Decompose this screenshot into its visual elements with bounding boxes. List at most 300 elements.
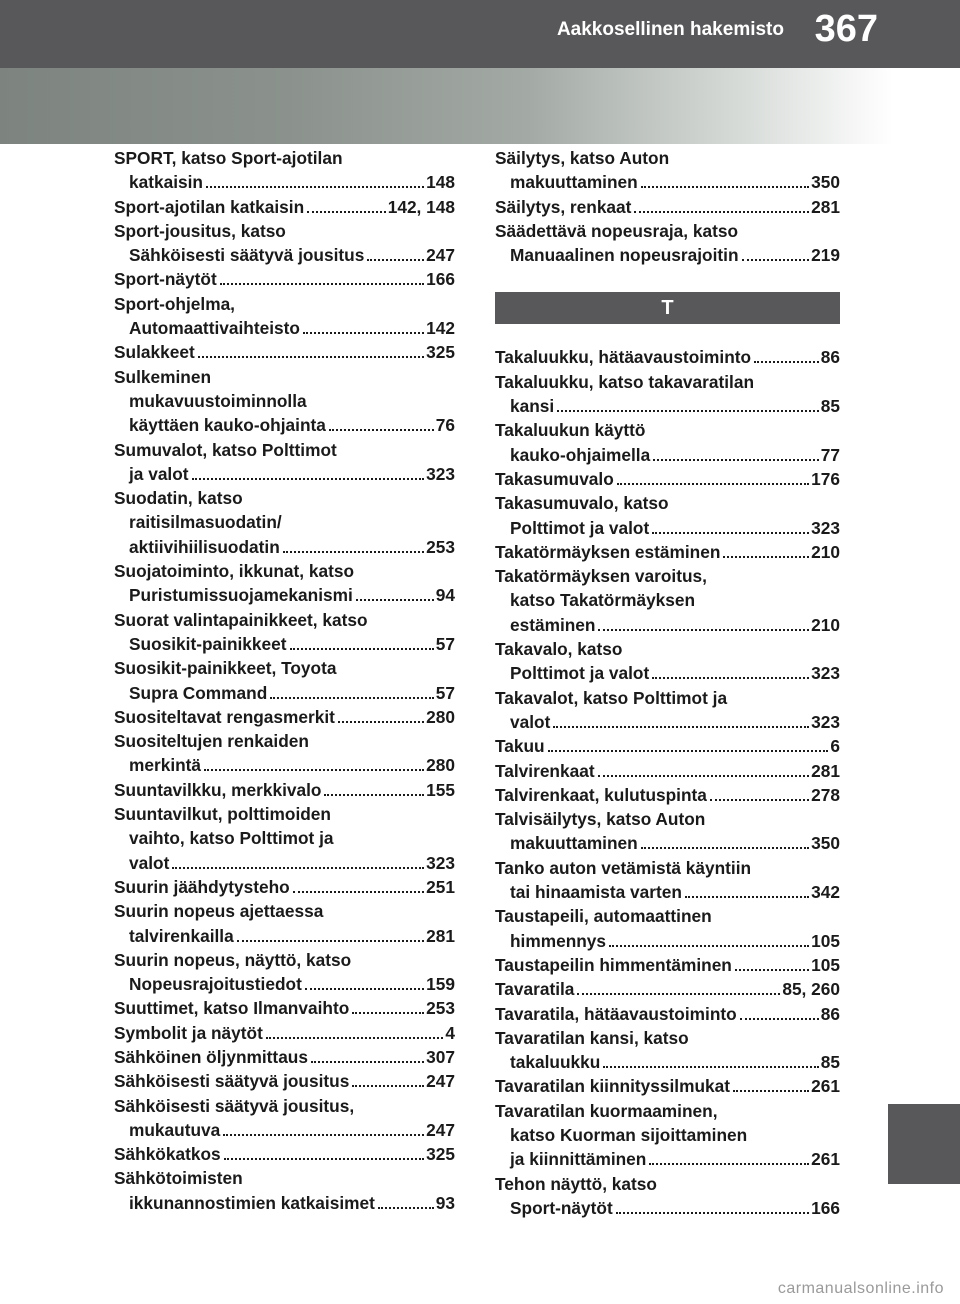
index-entry xyxy=(114,292,455,341)
index-entry-line xyxy=(114,1094,455,1118)
index-entry-page: 57 xyxy=(435,682,455,703)
index-entry-line xyxy=(495,540,840,564)
index-entry xyxy=(495,195,840,219)
dot-leader xyxy=(617,483,809,485)
dot-leader xyxy=(649,1163,809,1165)
dot-leader xyxy=(206,186,424,188)
index-entry-line xyxy=(114,753,455,777)
index-entry-page: 105 xyxy=(811,930,840,951)
index-entry-text: Suurin jäähdytysteho xyxy=(114,876,290,897)
index-entry-text: Takatörmäyksen estäminen xyxy=(495,541,721,562)
index-entry-page: 281 xyxy=(811,196,840,217)
index-entry xyxy=(114,899,455,948)
index-entry-text: Tavaratilan kansi, katso xyxy=(495,1027,689,1048)
index-entry-line xyxy=(495,170,840,194)
index-entry-text: Suorat valintapainikkeet, katso xyxy=(114,609,368,630)
index-entry-line xyxy=(114,195,455,219)
index-entry-line xyxy=(495,418,840,442)
index-entry-text: Suuttimet, katso Ilmanvaihto xyxy=(114,998,350,1019)
index-entry-line xyxy=(114,875,455,899)
index-entry-line xyxy=(114,1191,455,1215)
dot-leader xyxy=(283,551,424,553)
index-entry-line xyxy=(114,1166,455,1190)
index-entry-page: 261 xyxy=(811,1149,840,1170)
index-entry-text: Polttimot ja valot xyxy=(510,663,650,684)
index-entry-line xyxy=(114,413,455,437)
index-entry-text: Säilytys, renkaat xyxy=(495,196,632,217)
index-entry-page: 76 xyxy=(435,415,455,436)
index-entry-page: 159 xyxy=(426,974,455,995)
index-entry-line xyxy=(495,613,840,637)
index-entry-text: Sport-näytöt xyxy=(510,1197,613,1218)
dot-leader xyxy=(224,1158,425,1160)
index-entry xyxy=(495,783,840,807)
dot-leader xyxy=(311,1061,424,1063)
index-entry-page: 350 xyxy=(811,833,840,854)
index-entry-line xyxy=(495,734,840,758)
index-entry-line xyxy=(495,1147,840,1171)
index-entry xyxy=(495,370,840,419)
index-entry-text: Taustapeilin himmentäminen xyxy=(495,954,732,975)
index-entry-text: valot xyxy=(510,711,551,732)
index-entry xyxy=(495,467,840,491)
index-entry-text: Sähköinen öljynmittaus xyxy=(114,1046,308,1067)
index-entry xyxy=(495,345,840,369)
index-entry xyxy=(495,856,840,905)
index-entry-page: 86 xyxy=(820,1003,840,1024)
index-entry-text: katso Kuorman sijoittaminen xyxy=(510,1124,748,1145)
index-entry-line xyxy=(495,370,840,394)
index-entry-page: 85 xyxy=(820,1052,840,1073)
index-entry-text: Taustapeili, automaattinen xyxy=(495,906,712,927)
chapter-tab xyxy=(888,1104,960,1184)
index-entry-text: Takaluukku, katso takavaratilan xyxy=(495,371,755,392)
index-entry-page: 155 xyxy=(426,779,455,800)
index-entry xyxy=(114,608,455,657)
index-entry-text: kansi xyxy=(510,396,555,417)
index-entry xyxy=(495,759,840,783)
index-entry-line xyxy=(114,1021,455,1045)
index-entry-text: Tavaratila, hätäavaustoiminto xyxy=(495,1003,737,1024)
index-entry-page: 261 xyxy=(811,1076,840,1097)
index-entry-line xyxy=(495,345,840,369)
dot-leader xyxy=(324,794,424,796)
index-entry xyxy=(114,340,455,364)
dot-leader xyxy=(641,847,809,849)
index-entry-page: 105 xyxy=(811,954,840,975)
index-entry-line xyxy=(114,559,455,583)
dot-leader xyxy=(641,186,809,188)
index-entry xyxy=(114,729,455,778)
index-entry xyxy=(495,637,840,686)
index-entry-line xyxy=(114,705,455,729)
index-entry xyxy=(495,1002,840,1026)
index-entry-text: Suosikit-painikkeet, Toyota xyxy=(114,658,337,679)
index-entry-text: Sport-ohjelma, xyxy=(114,293,235,314)
index-entry-line xyxy=(495,467,840,491)
index-entry-page: 77 xyxy=(820,444,840,465)
index-entry-text: Talvirenkaat, kulutuspinta xyxy=(495,784,707,805)
dot-leader xyxy=(352,1012,424,1014)
index-entry xyxy=(114,705,455,729)
index-entry-text: Sumuvalot, katso Polttimot xyxy=(114,439,337,460)
index-entry-text: katkaisin xyxy=(129,172,203,193)
index-entry xyxy=(495,146,840,195)
index-entry-line xyxy=(114,462,455,486)
index-entry xyxy=(495,734,840,758)
dot-leader xyxy=(740,1018,819,1020)
index-column-left xyxy=(114,146,455,1215)
dot-leader xyxy=(204,769,424,771)
index-entry-text: Suuntavilkku, merkkivalo xyxy=(114,779,322,800)
index-entry xyxy=(114,1094,455,1143)
index-entry-page: 166 xyxy=(426,269,455,290)
dot-leader xyxy=(352,1085,424,1087)
index-entry-text: Symbolit ja näytöt xyxy=(114,1022,263,1043)
index-entry-text: ja valot xyxy=(129,463,189,484)
index-group-t xyxy=(495,345,840,1220)
index-entry-line xyxy=(495,880,840,904)
dot-leader xyxy=(329,429,434,431)
index-entry-text: Säilytys, katso Auton xyxy=(495,148,670,168)
index-entry-page: 307 xyxy=(426,1046,455,1067)
index-entry-text: takaluukku xyxy=(510,1052,601,1073)
index-entry-text: Suurin nopeus, näyttö, katso xyxy=(114,949,352,970)
index-entry-page: 350 xyxy=(811,172,840,193)
index-entry-line xyxy=(114,583,455,607)
dot-leader xyxy=(652,532,809,534)
index-entry-page: 210 xyxy=(811,614,840,635)
index-entry-line xyxy=(495,807,840,831)
index-entry-line xyxy=(495,904,840,928)
index-entry-line xyxy=(495,443,840,467)
index-entry-line xyxy=(114,340,455,364)
index-entry-line xyxy=(495,710,840,734)
index-entry-page: 323 xyxy=(811,663,840,684)
dot-leader xyxy=(652,677,809,679)
index-entry-text: makuuttaminen xyxy=(510,172,638,193)
index-entry xyxy=(114,219,455,268)
index-entry-text: Sulkeminen xyxy=(114,366,211,387)
index-entry-line xyxy=(495,1123,840,1147)
index-entry-line xyxy=(495,1172,840,1196)
index-entry xyxy=(495,564,840,637)
index-entry-text: Nopeusrajoitustiedot xyxy=(129,974,302,995)
index-entry-page: 142 xyxy=(426,318,455,339)
index-entry xyxy=(114,996,455,1020)
index-entry xyxy=(114,1021,455,1045)
index-entry-line xyxy=(114,243,455,267)
index-entry-text: Tavaratilan kuormaaminen, xyxy=(495,1100,718,1121)
index-entry-text: Sport-jousitus, katso xyxy=(114,220,286,241)
index-entry-line xyxy=(495,243,840,267)
index-entry-page: 6 xyxy=(830,736,840,757)
header-bar xyxy=(0,0,960,68)
index-entry-line xyxy=(114,996,455,1020)
dot-leader xyxy=(237,940,424,942)
index-entry-text: Manuaalinen nopeusrajoitin xyxy=(510,245,739,266)
index-entry-text: aktiivihiilisuodatin xyxy=(129,536,280,557)
index-entry-text: merkintä xyxy=(129,755,202,776)
index-entry-page: 253 xyxy=(426,536,455,557)
index-entry xyxy=(114,1142,455,1166)
index-entry-text: Säädettävä nopeusraja, katso xyxy=(495,220,739,241)
dot-leader xyxy=(553,726,809,728)
decorative-gradient-band xyxy=(0,68,960,144)
index-entry-text: Talvirenkaat xyxy=(495,760,595,781)
index-entry-line xyxy=(495,1050,840,1074)
index-entry-line xyxy=(495,195,840,219)
dot-leader xyxy=(307,211,386,213)
index-entry-page: 85 xyxy=(820,396,840,417)
index-entry-page: 323 xyxy=(811,711,840,732)
index-entry-text: SPORT, katso Sport-ajotilan xyxy=(114,148,343,168)
index-entry-text: raitisilmasuodatin/ xyxy=(129,512,282,533)
index-entry-text: Sport-näytöt xyxy=(114,269,217,290)
dot-leader xyxy=(293,891,424,893)
index-entry-page: 247 xyxy=(426,1119,455,1140)
dot-leader xyxy=(305,988,424,990)
index-entry-line xyxy=(114,292,455,316)
index-entry-page: 323 xyxy=(426,852,455,873)
index-entry-page: 93 xyxy=(435,1192,455,1213)
index-entry xyxy=(114,559,455,608)
index-entry-text: talvirenkailla xyxy=(129,925,234,946)
index-entry-page: 323 xyxy=(811,517,840,538)
index-entry-page: 251 xyxy=(426,876,455,897)
index-entry-line xyxy=(114,438,455,462)
index-entry-page: 85, 260 xyxy=(782,979,840,1000)
index-column-right xyxy=(495,146,840,1220)
index-entry-line xyxy=(114,1118,455,1142)
index-entry-page: 325 xyxy=(426,1144,455,1165)
index-entry xyxy=(114,195,455,219)
index-entry-line xyxy=(495,759,840,783)
dot-leader xyxy=(742,259,810,261)
dot-leader xyxy=(220,283,424,285)
index-entry xyxy=(114,948,455,997)
index-entry-line xyxy=(114,656,455,680)
dot-leader xyxy=(192,478,425,480)
dot-leader xyxy=(303,332,424,334)
index-entry xyxy=(114,1166,455,1215)
index-group-s-continued xyxy=(495,146,840,267)
index-entry-line xyxy=(114,899,455,923)
index-entry xyxy=(114,778,455,802)
dot-leader xyxy=(378,1207,434,1209)
index-entry-text: Suojatoiminto, ikkunat, katso xyxy=(114,561,355,582)
dot-leader xyxy=(338,721,424,723)
index-entry-text: Takatörmäyksen varoitus, xyxy=(495,566,707,587)
index-entry-line xyxy=(495,661,840,685)
section-header-t: T xyxy=(495,292,840,324)
index-entry-text: Takavalo, katso xyxy=(495,639,623,660)
dot-leader xyxy=(616,1212,809,1214)
index-entry-line xyxy=(114,778,455,802)
index-entry-text: Supra Command xyxy=(129,682,268,703)
index-entry xyxy=(495,1026,840,1075)
index-entry-text: Takuu xyxy=(495,736,545,757)
index-entry-line xyxy=(114,608,455,632)
index-entry-line xyxy=(114,389,455,413)
dot-leader xyxy=(270,697,433,699)
index-entry xyxy=(495,418,840,467)
index-entry-text: Sähkötoimisten xyxy=(114,1168,243,1189)
index-entry-line xyxy=(114,1069,455,1093)
index-entry-text: Tanko auton vetämistä käyntiin xyxy=(495,857,752,878)
index-entry-line xyxy=(495,831,840,855)
index-entry-page: 57 xyxy=(435,633,455,654)
index-entry-line xyxy=(114,535,455,559)
index-entry-line xyxy=(114,1045,455,1069)
index-entry xyxy=(495,219,840,268)
index-entry-text: Suosikit-painikkeet xyxy=(129,633,287,654)
index-entry-text: Talvisäilytys, katso Auton xyxy=(495,809,706,830)
index-entry-text: mukavuustoiminnolla xyxy=(129,390,307,411)
dot-leader xyxy=(172,867,424,869)
dot-leader xyxy=(723,556,809,558)
index-entry-page: 281 xyxy=(811,760,840,781)
index-entry-text: Sähköisesti säätyvä jousitus, xyxy=(114,1095,355,1116)
index-entry xyxy=(114,802,455,875)
index-entry-text: Sähkökatkos xyxy=(114,1144,221,1165)
index-entry-line xyxy=(495,491,840,515)
index-entry xyxy=(495,540,840,564)
index-entry-text: ikkunannostimien katkaisimet xyxy=(129,1192,375,1213)
index-entry-line xyxy=(114,802,455,826)
dot-leader xyxy=(290,648,434,650)
index-entry xyxy=(114,656,455,705)
dot-leader xyxy=(266,1037,444,1039)
index-entry-line xyxy=(114,146,455,170)
index-entry-page: 94 xyxy=(435,585,455,606)
index-entry xyxy=(114,1069,455,1093)
index-entry-line xyxy=(114,316,455,340)
index-entry xyxy=(114,146,455,195)
index-entry xyxy=(495,807,840,856)
index-entry-line xyxy=(495,1196,840,1220)
index-entry-line xyxy=(495,146,840,170)
index-entry-text: makuuttaminen xyxy=(510,833,638,854)
index-entry-line xyxy=(495,783,840,807)
index-entry-line xyxy=(495,856,840,880)
dot-leader xyxy=(754,361,819,363)
dot-leader xyxy=(685,896,809,898)
dot-leader xyxy=(634,211,809,213)
index-entry-line xyxy=(495,219,840,243)
dot-leader xyxy=(710,799,809,801)
index-entry-text: Suositeltujen renkaiden xyxy=(114,731,309,752)
dot-leader xyxy=(548,750,829,752)
index-entry-text: valot xyxy=(129,852,170,873)
index-entry xyxy=(495,904,840,953)
index-entry-page: 142, 148 xyxy=(387,196,455,217)
index-entry-text: estäminen xyxy=(510,614,596,635)
index-entry-line xyxy=(495,564,840,588)
index-entry-text: himmennys xyxy=(510,930,607,951)
header-title: Aakkosellinen hakemisto xyxy=(556,19,784,40)
index-entry-text: Suodatin, katso xyxy=(114,488,243,509)
index-entry-text: Sähköisesti säätyvä jousitus xyxy=(129,245,365,266)
index-entry-text: Suuntavilkut, polttimoiden xyxy=(114,804,331,825)
index-entry-text: Tavaratilan kiinnityssilmukat xyxy=(495,1076,730,1097)
dot-leader xyxy=(356,599,434,601)
index-entry-text: katso Takatörmäyksen xyxy=(510,590,696,611)
index-entry-text: ja kiinnittäminen xyxy=(510,1149,647,1170)
index-entry-line xyxy=(495,977,840,1001)
dot-leader xyxy=(598,775,810,777)
index-entry-text: vaihto, katso Polttimot ja xyxy=(129,828,334,849)
index-entry-line xyxy=(114,632,455,656)
index-entry xyxy=(495,491,840,540)
index-entry-text: Suositeltavat rengasmerkit xyxy=(114,706,335,727)
index-entry-page: 278 xyxy=(811,784,840,805)
index-entry-text: Puristumissuojamekanismi xyxy=(129,585,353,606)
dot-leader xyxy=(653,459,819,461)
index-entry-text: Tehon näyttö, katso xyxy=(495,1173,657,1194)
index-entry xyxy=(114,486,455,559)
dot-leader xyxy=(557,410,819,412)
index-entry-line xyxy=(495,1099,840,1123)
index-entry xyxy=(114,438,455,487)
index-entry-text: Takavalot, katso Polttimot ja xyxy=(495,687,728,708)
index-entry-text: Polttimot ja valot xyxy=(510,517,650,538)
index-entry-line xyxy=(114,681,455,705)
dot-leader xyxy=(609,945,809,947)
index-entry-line xyxy=(495,516,840,540)
index-entry-page: 247 xyxy=(426,1071,455,1092)
dot-leader xyxy=(733,1090,809,1092)
index-entry-line xyxy=(495,953,840,977)
index-entry-text: Sulakkeet xyxy=(114,342,195,363)
dot-leader xyxy=(598,629,809,631)
index-entry-line xyxy=(114,486,455,510)
index-entry-page: 166 xyxy=(811,1197,840,1218)
index-entry xyxy=(114,1045,455,1069)
index-entry xyxy=(495,977,840,1001)
index-entry-line xyxy=(114,972,455,996)
page-number: 367 xyxy=(814,8,878,50)
index-entry-line xyxy=(495,1026,840,1050)
dot-leader xyxy=(577,993,780,995)
index-entry-page: 148 xyxy=(426,172,455,193)
index-entry-page: 281 xyxy=(426,925,455,946)
index-entry-line xyxy=(114,170,455,194)
index-entry-text: Takasumuvalo, katso xyxy=(495,493,669,514)
index-entry xyxy=(114,875,455,899)
index-entry-page: 325 xyxy=(426,342,455,363)
index-entry-page: 342 xyxy=(811,882,840,903)
index-entry-page: 323 xyxy=(426,463,455,484)
index-entry-text: mukautuva xyxy=(129,1119,221,1140)
index-entry-page: 280 xyxy=(426,755,455,776)
index-entry xyxy=(114,267,455,291)
index-entry xyxy=(495,1172,840,1221)
index-entry-page: 176 xyxy=(811,468,840,489)
watermark-text: carmanualsonline.info xyxy=(777,1280,944,1297)
index-entry-line xyxy=(114,948,455,972)
index-entry-line xyxy=(495,1074,840,1098)
dot-leader xyxy=(603,1066,818,1068)
index-entry-page: 247 xyxy=(426,245,455,266)
dot-leader xyxy=(198,356,424,358)
index-entry-text: Takasumuvalo xyxy=(495,468,614,489)
index-entry-text: Sähköisesti säätyvä jousitus xyxy=(114,1071,350,1092)
index-entry-line xyxy=(495,637,840,661)
index-entry-page: 219 xyxy=(811,245,840,266)
index-entry-page: 253 xyxy=(426,998,455,1019)
dot-leader xyxy=(223,1134,424,1136)
